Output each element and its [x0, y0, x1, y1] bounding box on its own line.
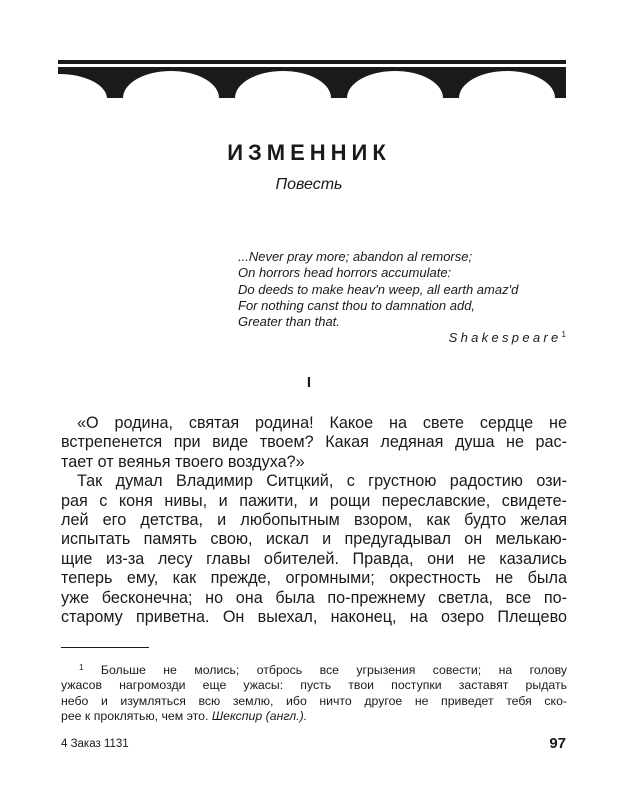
page-number: 97	[549, 735, 566, 752]
epigraph-author	[449, 330, 566, 345]
footnote-line: ужасов нагромозди еще ужасы: пусть твои поступки заставят рыдать	[61, 678, 567, 693]
body-line: лей его детства, и любопытным взором, как будто желая	[61, 511, 567, 530]
body-line: щие из-за лесу главы обителей. Правда, они не казались	[61, 549, 567, 568]
body-line: Так думал Владимир Ситцкий, с грустною радостию ози-	[77, 472, 567, 491]
chapter-number: I	[306, 374, 312, 391]
footnote-line-text: рее к проклятью, чем это.	[61, 709, 209, 724]
epigraph-line: ...Never pray more; abandon al remorse;	[238, 249, 473, 264]
epigraph-line: On horrors head horrors accumulate:	[238, 265, 452, 281]
epigraph-line: Greater than that.	[238, 314, 340, 330]
footnote-reference: 1	[561, 330, 566, 339]
footnote-line-text: Больше не молись; отбрось все угрызения совести; на голову	[100, 663, 568, 677]
body-line: испытать память свою, искал и предугадывал он мелькаю-	[61, 530, 567, 549]
epigraph-line: Do deeds to make heav'n weep, all earth amaz'd	[238, 281, 519, 297]
body-line: рая с коня нивы, и пажити, и рощи переславские, свидете-	[61, 491, 567, 510]
footnote-source: Шекспир (англ.).	[211, 709, 308, 724]
body-line: уже бесконечна; но она была по-прежнему светла, все по-	[61, 588, 567, 607]
epigraph-line: For nothing canst thou to damnation add,	[238, 297, 476, 313]
footnote-divider	[61, 647, 149, 648]
footnote-line	[61, 709, 567, 724]
body-line: теперь ему, как прежде, огромными; окрестность не была	[61, 569, 567, 588]
footnote-marker: 1	[79, 663, 84, 672]
footnote	[61, 660, 567, 725]
body-line: тает от веянья твоего воздуха?»	[61, 452, 305, 471]
footnote-line	[61, 660, 567, 678]
header-ornament	[58, 60, 566, 98]
body-line: встрепенется при виде твоем? Какая ледяная душа не рас-	[61, 433, 567, 452]
body-line: «О родина, святая родина! Какое на свете сердце не	[77, 414, 567, 432]
printer-signature: 4 Заказ 1131	[61, 738, 129, 750]
story-subtitle: Повесть	[275, 176, 343, 193]
epigraph-author-name: Shakespeare	[448, 330, 562, 345]
body-text	[61, 414, 567, 627]
story-title: ИЗМЕННИК	[227, 140, 391, 165]
epigraph	[238, 249, 568, 330]
footnote-line: небо и изумляться всю землю, ибо ничто другое не приведет тебя ско-	[61, 693, 567, 708]
body-line: старому приветна. Он выехал, наконец, на озеро Плещево	[61, 608, 567, 627]
